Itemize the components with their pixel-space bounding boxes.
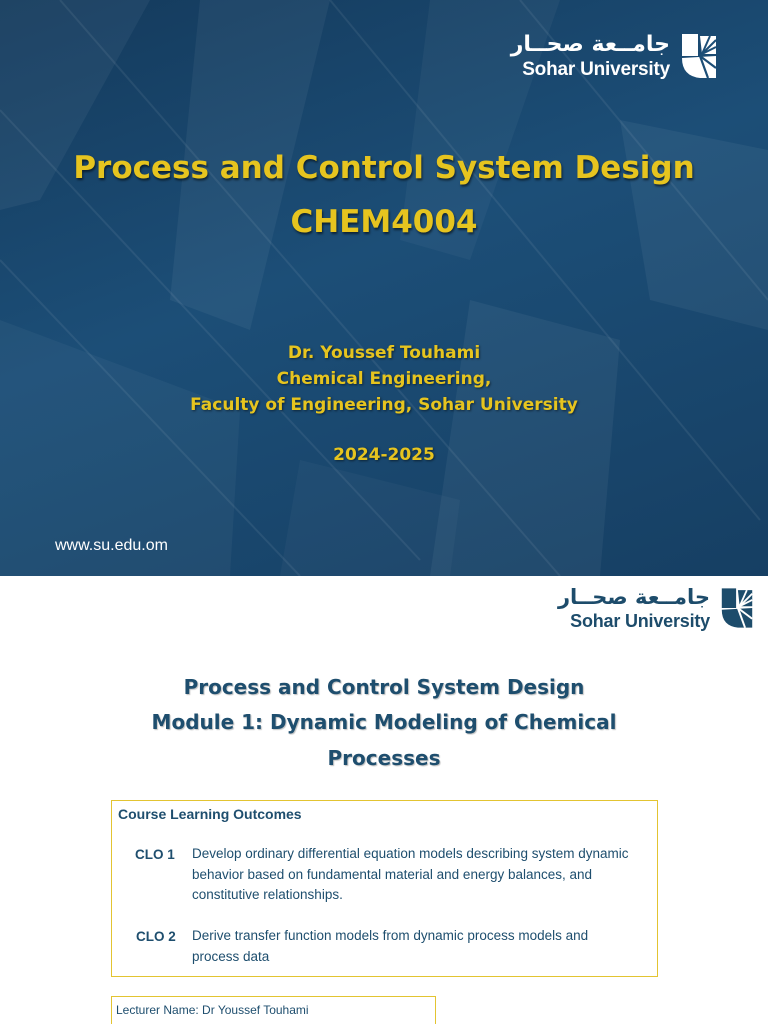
course-learning-outcomes-box bbox=[111, 800, 658, 977]
logo-arabic-text: جامــعة صحــار bbox=[557, 584, 710, 609]
website-link[interactable]: www.su.edu.om bbox=[55, 537, 168, 554]
lecturer-name-label: Lecturer Name: Dr Youssef Touhami bbox=[116, 1003, 309, 1017]
module-course-title: Process and Control System Design bbox=[183, 675, 585, 699]
course-title: Process and Control System Design bbox=[73, 150, 695, 186]
logo-english-text: Sohar University bbox=[570, 610, 710, 631]
lecturer-info-box bbox=[111, 996, 436, 1024]
sohar-university-logo bbox=[511, 32, 718, 80]
clo-description: Derive transfer function models from dynamic process models and process data bbox=[192, 928, 589, 964]
lecturer-name: Dr. Youssef Touhami bbox=[287, 343, 481, 363]
sohar-university-logo bbox=[558, 586, 754, 630]
sohar-university-emblem-icon bbox=[680, 32, 718, 80]
clo-heading: Course Learning Outcomes bbox=[118, 806, 302, 822]
clo-description: Develop ordinary differential equation models describing system dynamic behavior based on fundamental material and energy balances, and constitutive relationships. bbox=[192, 846, 629, 902]
course-code: CHEM4004 bbox=[290, 204, 478, 240]
department-name: Chemical Engineering, bbox=[276, 369, 492, 389]
module-title: Module 1: Dynamic Modeling of Chemical bbox=[151, 710, 617, 734]
sohar-university-emblem-icon bbox=[720, 586, 754, 630]
clo-code: CLO 2 bbox=[136, 929, 176, 944]
module-title-continued: Processes bbox=[327, 746, 441, 770]
clo-code: CLO 1 bbox=[135, 847, 175, 862]
academic-year: 2024-2025 bbox=[333, 445, 435, 465]
logo-english-text: Sohar University bbox=[522, 58, 670, 80]
faculty-name: Faculty of Engineering, Sohar University bbox=[190, 395, 578, 415]
module-slide bbox=[0, 576, 768, 1024]
logo-arabic-text: جامــعة صحــار bbox=[510, 31, 670, 57]
